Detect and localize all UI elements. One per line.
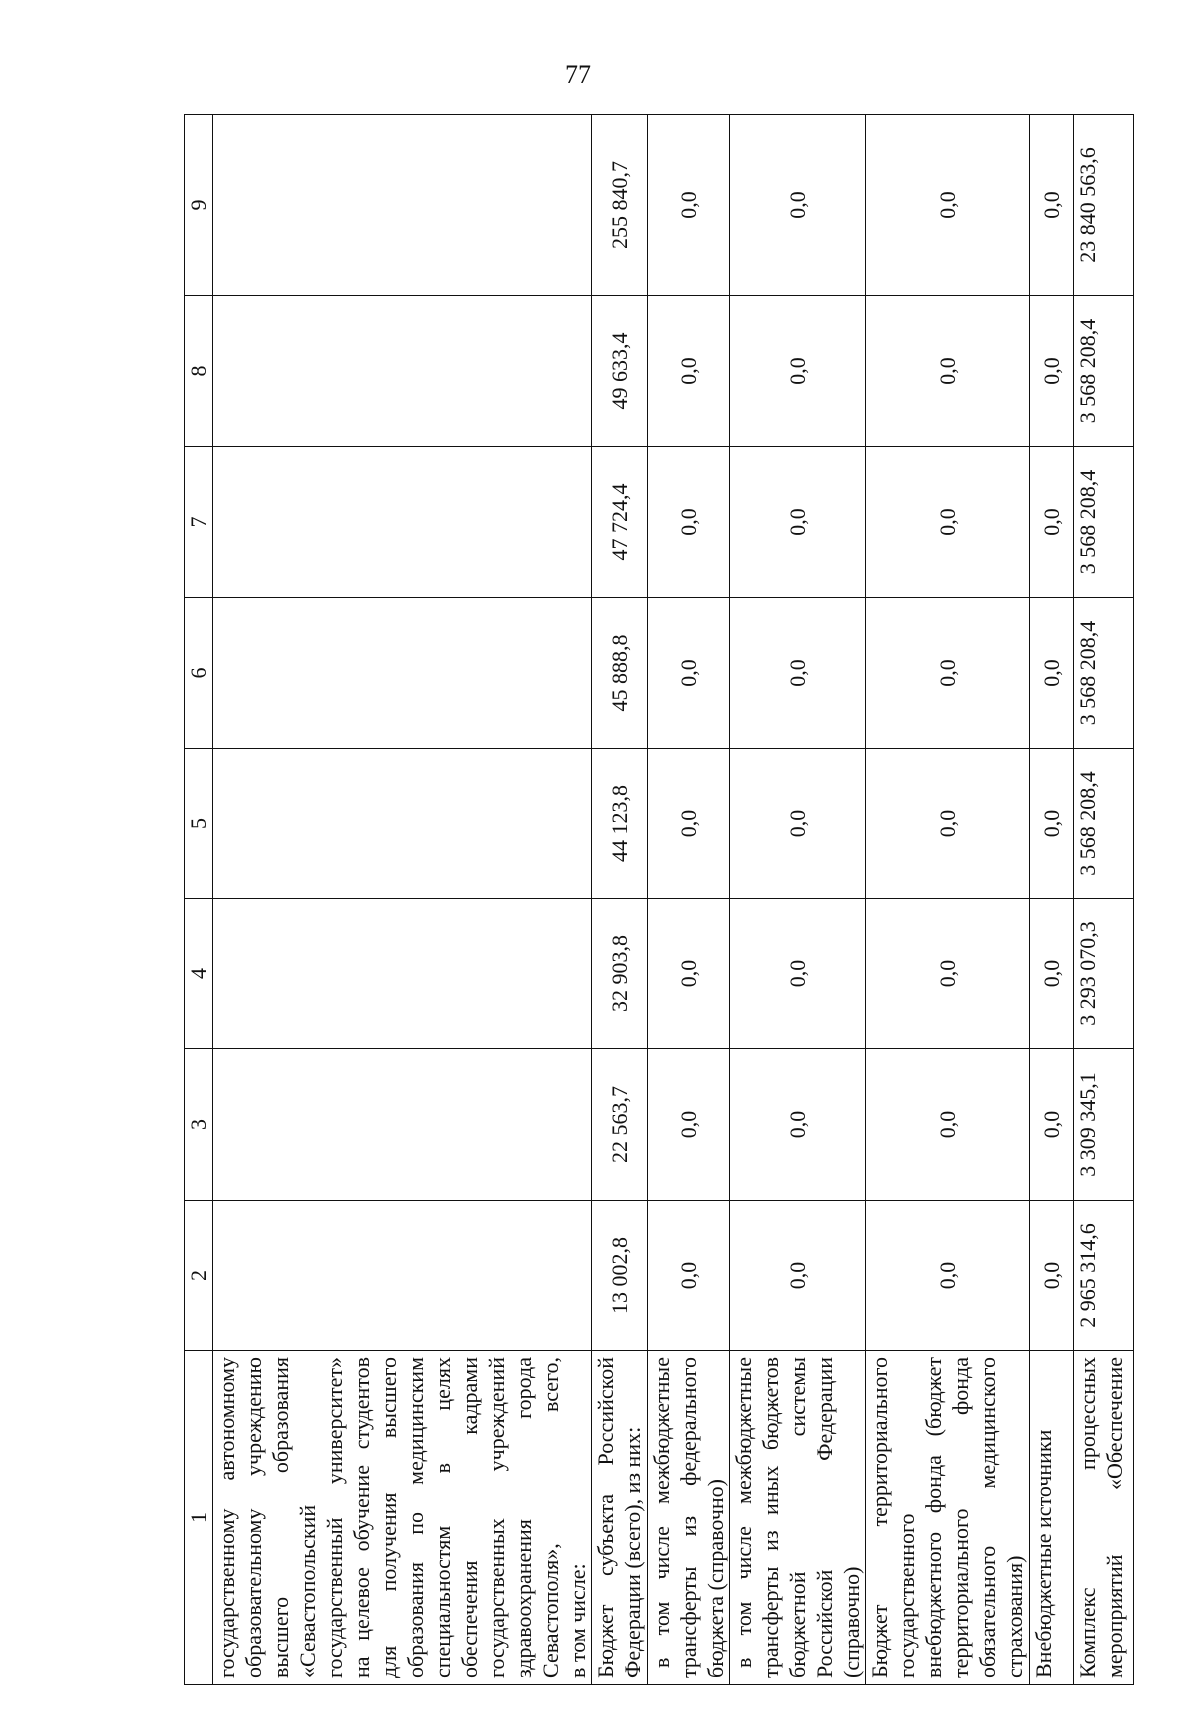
value-cell: 0,0 <box>866 899 1030 1049</box>
table-row <box>730 115 866 1685</box>
value-cell: 0,0 <box>730 296 866 447</box>
label-word: системы <box>785 1357 810 1437</box>
label-word: обучение <box>349 1464 374 1552</box>
label-line <box>757 1357 784 1678</box>
label-line <box>784 1357 811 1678</box>
label-word: государственный <box>322 1517 347 1678</box>
label-word: Бюджет <box>867 1604 892 1678</box>
label-line <box>730 1357 757 1678</box>
label-word: субъекта <box>593 1493 618 1577</box>
label-word: территориального <box>867 1357 892 1527</box>
label-word: в <box>649 1657 674 1668</box>
label-line: государственного <box>894 1513 919 1678</box>
value-cell: 13 002,8 <box>592 1201 648 1351</box>
value-cell: 0,0 <box>648 1201 730 1351</box>
label-word: обеспечения <box>457 1560 482 1678</box>
value-cell: 47 724,4 <box>592 447 648 598</box>
table-row <box>866 115 1030 1685</box>
label-word: фонда <box>921 1455 946 1514</box>
value-cell: 22 563,7 <box>592 1049 648 1201</box>
label-word: высшего <box>268 1596 293 1678</box>
label-word: числе <box>731 1526 756 1580</box>
label-word: для <box>376 1645 401 1678</box>
label-word: получения <box>376 1492 401 1592</box>
label-word: в <box>430 1462 455 1474</box>
page-number: 77 <box>565 60 591 89</box>
value-cell: 0,0 <box>1030 1049 1074 1201</box>
label-line: «Севастопольский <box>295 1504 320 1678</box>
label-line <box>240 1357 267 1678</box>
value-cell: 0,0 <box>648 749 730 899</box>
label-word: по <box>403 1512 428 1535</box>
column-header: 1 <box>185 1351 213 1685</box>
label-word: целях <box>430 1357 455 1411</box>
label-word: внебюджетного <box>921 1531 946 1678</box>
label-line <box>648 1357 675 1678</box>
label-word: Российской <box>812 1569 837 1678</box>
row-label <box>866 1351 1030 1685</box>
value-cell: 0,0 <box>1030 296 1074 447</box>
column-header: 6 <box>185 598 213 749</box>
label-line: бюджета (справочно) <box>703 1479 728 1678</box>
value-cell: 0,0 <box>866 1049 1030 1201</box>
label-line <box>537 1357 564 1678</box>
label-line <box>1101 1357 1128 1678</box>
value-cell: 0,0 <box>1030 749 1074 899</box>
label-word: автономному <box>214 1357 239 1481</box>
table-row <box>1074 115 1134 1685</box>
label-word: медицинского <box>975 1357 1000 1489</box>
value-cell <box>213 1049 592 1201</box>
table-row <box>213 115 592 1685</box>
value-cell <box>213 115 592 296</box>
budget-table <box>184 114 1134 1685</box>
value-cell: 3 293 070,3 <box>1074 899 1134 1049</box>
label-word: на <box>349 1656 374 1678</box>
column-header: 8 <box>185 296 213 447</box>
label-word: здравоохранения <box>511 1519 536 1678</box>
value-cell: 0,0 <box>1030 1201 1074 1351</box>
column-header: 7 <box>185 447 213 598</box>
label-word: учреждению <box>241 1357 266 1476</box>
value-cell <box>213 296 592 447</box>
label-word: федерального <box>676 1357 701 1486</box>
column-header: 5 <box>185 749 213 899</box>
label-word: из <box>758 1530 783 1551</box>
rotated-table-container <box>184 115 1127 1685</box>
table-row <box>1030 115 1074 1685</box>
label-line <box>402 1357 429 1678</box>
label-word: бюджетной <box>785 1571 810 1678</box>
column-header: 4 <box>185 899 213 1049</box>
value-cell: 0,0 <box>866 1201 1030 1351</box>
label-word: специальностям <box>430 1525 455 1678</box>
label-line: страхования) <box>1002 1555 1027 1678</box>
label-word: учреждений <box>484 1357 509 1472</box>
label-word: медицинским <box>403 1357 428 1485</box>
label-line <box>1074 1357 1101 1678</box>
label-word: Федерации <box>812 1357 837 1461</box>
value-cell: 2 965 314,6 <box>1074 1201 1134 1351</box>
value-cell: 0,0 <box>866 749 1030 899</box>
label-word: государственному <box>214 1508 239 1678</box>
label-line <box>456 1357 483 1678</box>
label-word: из <box>676 1515 701 1537</box>
row-label <box>1030 1351 1074 1685</box>
label-line: Внебюджетные источники <box>1031 1429 1056 1678</box>
label-line <box>429 1357 456 1678</box>
label-word: межбюджетные <box>649 1357 674 1504</box>
value-cell: 0,0 <box>1030 115 1074 296</box>
value-cell <box>213 749 592 899</box>
label-line <box>920 1357 947 1678</box>
row-label <box>592 1351 648 1685</box>
label-line <box>267 1357 294 1678</box>
label-line <box>592 1357 619 1678</box>
value-cell: 255 840,7 <box>592 115 648 296</box>
label-line <box>483 1357 510 1678</box>
label-word: образовательному <box>241 1508 266 1678</box>
value-cell: 0,0 <box>730 1201 866 1351</box>
value-cell: 44 123,8 <box>592 749 648 899</box>
label-line <box>811 1357 838 1678</box>
label-line <box>348 1357 375 1678</box>
label-word: студентов <box>349 1357 374 1450</box>
value-cell: 49 633,4 <box>592 296 648 447</box>
table-row <box>592 115 648 1685</box>
label-word: том <box>649 1601 674 1636</box>
label-line <box>947 1357 974 1678</box>
label-word: территориального <box>948 1508 973 1678</box>
label-word: образования <box>268 1357 293 1474</box>
label-word: высшего <box>376 1357 401 1439</box>
value-cell <box>213 899 592 1049</box>
value-cell <box>213 598 592 749</box>
row-label <box>648 1351 730 1685</box>
label-word: мероприятий <box>1102 1554 1127 1678</box>
value-cell: 0,0 <box>730 598 866 749</box>
label-word: всего, <box>538 1357 563 1413</box>
label-line <box>375 1357 402 1678</box>
label-word: города <box>511 1357 536 1419</box>
value-cell: 0,0 <box>730 1049 866 1201</box>
label-line <box>866 1357 893 1678</box>
value-cell: 0,0 <box>648 1049 730 1201</box>
label-word: процессных <box>1075 1357 1100 1470</box>
label-word: Российской <box>593 1357 618 1466</box>
label-line <box>675 1357 702 1678</box>
column-header: 9 <box>185 115 213 296</box>
value-cell: 0,0 <box>648 598 730 749</box>
label-line: (справочно) <box>839 1566 864 1678</box>
label-line <box>321 1357 348 1678</box>
value-cell: 0,0 <box>648 115 730 296</box>
label-word: «Обеспечение <box>1102 1357 1127 1490</box>
value-cell: 0,0 <box>730 115 866 296</box>
column-header: 2 <box>185 1201 213 1351</box>
value-cell: 0,0 <box>866 598 1030 749</box>
label-word: трансферты <box>676 1566 701 1678</box>
label-line: Федерации (всего), из них: <box>620 1426 645 1678</box>
label-line <box>213 1357 240 1678</box>
value-cell: 3 568 208,4 <box>1074 749 1134 899</box>
row-label <box>1074 1351 1134 1685</box>
value-cell <box>213 1201 592 1351</box>
value-cell: 32 903,8 <box>592 899 648 1049</box>
value-cell: 3 568 208,4 <box>1074 296 1134 447</box>
value-cell: 0,0 <box>730 749 866 899</box>
label-word: трансферты <box>758 1566 783 1678</box>
label-line <box>510 1357 537 1678</box>
label-word: (бюджет <box>921 1357 946 1437</box>
value-cell: 3 568 208,4 <box>1074 447 1134 598</box>
value-cell: 0,0 <box>730 899 866 1049</box>
row-label <box>730 1351 866 1685</box>
value-cell: 0,0 <box>648 899 730 1049</box>
value-cell <box>213 447 592 598</box>
label-word: межбюджетные <box>731 1357 756 1504</box>
value-cell: 45 888,8 <box>592 598 648 749</box>
label-word: том <box>731 1601 756 1636</box>
value-cell: 0,0 <box>1030 447 1074 598</box>
value-cell: 0,0 <box>866 296 1030 447</box>
label-word: образования <box>403 1561 428 1678</box>
label-word: бюджетов <box>758 1357 783 1451</box>
label-word: университет» <box>322 1357 347 1485</box>
header-row <box>185 115 213 1685</box>
label-line: в том числе: <box>565 1563 590 1678</box>
label-word: целевое <box>349 1567 374 1641</box>
value-cell: 0,0 <box>648 296 730 447</box>
value-cell: 23 840 563,6 <box>1074 115 1134 296</box>
value-cell: 3 309 345,1 <box>1074 1049 1134 1201</box>
table-row <box>648 115 730 1685</box>
label-word: Севастополя», <box>538 1543 563 1678</box>
value-cell: 0,0 <box>866 115 1030 296</box>
value-cell: 0,0 <box>648 447 730 598</box>
column-header: 3 <box>185 1049 213 1201</box>
value-cell: 0,0 <box>866 447 1030 598</box>
label-word: в <box>731 1657 756 1668</box>
label-word: государственных <box>484 1518 509 1678</box>
value-cell: 0,0 <box>730 447 866 598</box>
label-word: обязательного <box>975 1545 1000 1678</box>
label-word: кадрами <box>457 1357 482 1435</box>
value-cell: 0,0 <box>1030 598 1074 749</box>
label-word: иных <box>758 1465 783 1515</box>
row-label <box>213 1351 592 1685</box>
value-cell: 3 568 208,4 <box>1074 598 1134 749</box>
label-line <box>974 1357 1001 1678</box>
label-word: Комплекс <box>1075 1587 1100 1678</box>
value-cell: 0,0 <box>1030 899 1074 1049</box>
label-word: фонда <box>948 1357 973 1415</box>
label-word: Бюджет <box>593 1604 618 1678</box>
label-word: числе <box>649 1526 674 1580</box>
